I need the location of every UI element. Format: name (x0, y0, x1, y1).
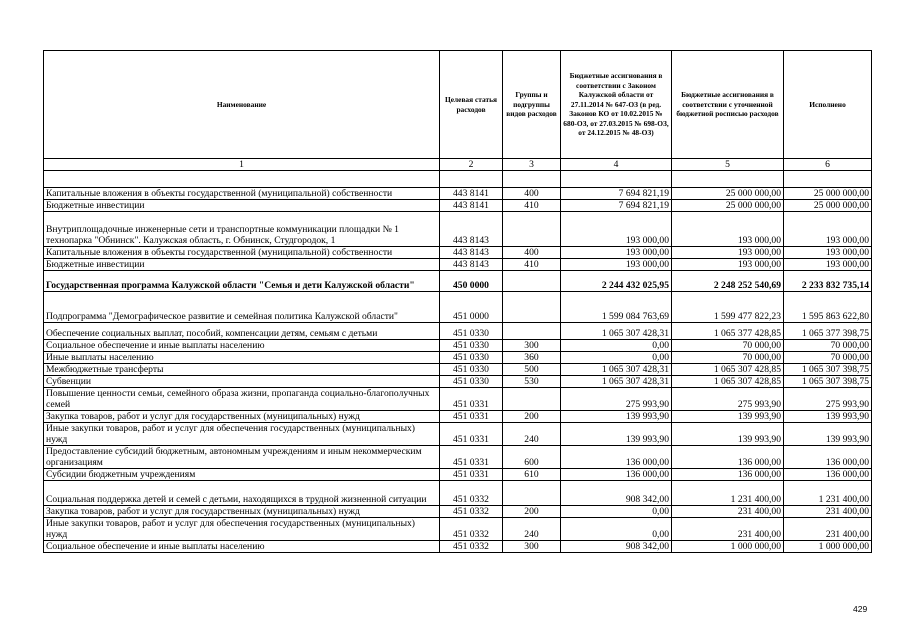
row-expense-group (503, 292, 561, 323)
row-executed: 70 000,00 (784, 352, 872, 364)
row-refined-allocation: 139 993,90 (672, 411, 784, 423)
row-law-allocation: 908 342,00 (561, 541, 672, 553)
row-expense-group (503, 271, 561, 292)
row-expense-group: 200 (503, 411, 561, 423)
row-executed: 1 595 863 622,80 (784, 292, 872, 323)
header-executed: Исполнено (784, 51, 872, 159)
row-name: Закупка товаров, работ и услуг для государственных (муниципальных) нужд (44, 506, 440, 518)
row-law-allocation: 193 000,00 (561, 247, 672, 259)
row-target-article: 450 0000 (440, 271, 503, 292)
spacer-row (44, 171, 872, 188)
table-row (44, 364, 872, 376)
row-expense-group: 300 (503, 340, 561, 352)
table-row (44, 340, 872, 352)
row-name: Межбюджетные трансферты (44, 364, 440, 376)
table-row (44, 247, 872, 259)
row-law-allocation: 139 993,90 (561, 423, 672, 446)
row-name: Закупка товаров, работ и услуг для государственных (муниципальных) нужд (44, 411, 440, 423)
row-expense-group: 200 (503, 506, 561, 518)
column-number: 4 (561, 159, 672, 171)
row-refined-allocation: 231 400,00 (672, 518, 784, 541)
row-law-allocation: 0,00 (561, 352, 672, 364)
row-executed: 139 993,90 (784, 411, 872, 423)
column-number-row (44, 159, 872, 171)
row-law-allocation: 7 694 821,19 (561, 200, 672, 212)
row-law-allocation: 1 065 307 428,31 (561, 364, 672, 376)
row-refined-allocation: 2 248 252 540,69 (672, 271, 784, 292)
row-name: Бюджетные инвестиции (44, 259, 440, 271)
row-target-article: 443 8143 (440, 259, 503, 271)
row-refined-allocation: 25 000 000,00 (672, 188, 784, 200)
page-number: 429 (853, 604, 868, 614)
header-expense-group: Группы и подгруппы видов расходов (503, 51, 561, 159)
row-refined-allocation: 70 000,00 (672, 352, 784, 364)
row-name: Государственная программа Калужской области "Семья и дети Калужской области" (44, 271, 440, 292)
header-target-article: Целевая статья расходов (440, 51, 503, 159)
table-row (44, 423, 872, 446)
row-law-allocation: 193 000,00 (561, 212, 672, 247)
table-row (44, 271, 872, 292)
row-expense-group: 600 (503, 446, 561, 469)
row-law-allocation: 1 065 307 428,31 (561, 376, 672, 388)
row-expense-group: 410 (503, 200, 561, 212)
row-law-allocation: 0,00 (561, 518, 672, 541)
column-number: 6 (784, 159, 872, 171)
header-row (44, 51, 872, 159)
row-expense-group (503, 212, 561, 247)
row-name: Повышение ценности семьи, семейного образа жизни, пропаганда социально-благополучных семей (44, 388, 440, 411)
row-law-allocation: 1 065 307 428,31 (561, 323, 672, 340)
row-executed: 25 000 000,00 (784, 200, 872, 212)
header-name: Наименование (44, 51, 440, 159)
row-executed: 25 000 000,00 (784, 188, 872, 200)
row-refined-allocation: 1 065 307 428,85 (672, 364, 784, 376)
row-executed: 1 231 400,00 (784, 481, 872, 506)
row-target-article: 451 0000 (440, 292, 503, 323)
row-name: Предоставление субсидий бюджетным, автономным учреждениям и иным некоммерческим организациям (44, 446, 440, 469)
row-name: Социальное обеспечение и иные выплаты населению (44, 340, 440, 352)
row-executed: 136 000,00 (784, 469, 872, 481)
row-target-article: 451 0330 (440, 376, 503, 388)
row-target-article: 451 0332 (440, 481, 503, 506)
row-name: Капитальные вложения в объекты государственной (муниципальной) собственности (44, 247, 440, 259)
table-row (44, 481, 872, 506)
table-row (44, 376, 872, 388)
row-law-allocation: 7 694 821,19 (561, 188, 672, 200)
row-target-article: 451 0330 (440, 352, 503, 364)
row-refined-allocation: 193 000,00 (672, 247, 784, 259)
row-law-allocation: 908 342,00 (561, 481, 672, 506)
row-refined-allocation: 1 000 000,00 (672, 541, 784, 553)
row-refined-allocation: 70 000,00 (672, 340, 784, 352)
row-target-article: 451 0330 (440, 340, 503, 352)
row-expense-group: 530 (503, 376, 561, 388)
row-name: Социальное обеспечение и иные выплаты населению (44, 541, 440, 553)
table-row (44, 469, 872, 481)
row-name: Обеспечение социальных выплат, пособий, компенсации детям, семьям с детьми (44, 323, 440, 340)
row-expense-group: 610 (503, 469, 561, 481)
row-expense-group: 240 (503, 423, 561, 446)
row-target-article: 443 8143 (440, 212, 503, 247)
row-expense-group: 240 (503, 518, 561, 541)
table-row (44, 446, 872, 469)
table-row (44, 188, 872, 200)
row-law-allocation: 1 599 084 763,69 (561, 292, 672, 323)
row-law-allocation: 2 244 432 025,95 (561, 271, 672, 292)
row-executed: 193 000,00 (784, 247, 872, 259)
row-target-article: 451 0332 (440, 506, 503, 518)
row-name: Субвенции (44, 376, 440, 388)
header-law-allocations: Бюджетные ассигнования в соответствии с Законом Калужской области от 27.11.2014 № 647-ОЗ (в ред. Законов КО от 10.02.2015 № 680-ОЗ, от 27.03.2015 № 698-ОЗ, от 24.12.2015 № 48-ОЗ) (561, 51, 672, 159)
row-executed: 275 993,90 (784, 388, 872, 411)
table-row (44, 388, 872, 411)
row-refined-allocation: 275 993,90 (672, 388, 784, 411)
row-law-allocation: 136 000,00 (561, 469, 672, 481)
table-row (44, 212, 872, 247)
row-target-article: 451 0331 (440, 423, 503, 446)
row-name: Подпрограмма "Демографическое развитие и семейная политика Калужской области" (44, 292, 440, 323)
table-row (44, 200, 872, 212)
row-executed: 193 000,00 (784, 212, 872, 247)
column-number: 2 (440, 159, 503, 171)
row-expense-group (503, 481, 561, 506)
row-executed: 139 993,90 (784, 423, 872, 446)
budget-table (43, 50, 872, 553)
row-target-article: 451 0330 (440, 323, 503, 340)
row-target-article: 451 0331 (440, 411, 503, 423)
row-name: Иные выплаты населению (44, 352, 440, 364)
row-executed: 70 000,00 (784, 340, 872, 352)
row-executed: 1 065 307 398,75 (784, 364, 872, 376)
row-expense-group: 400 (503, 247, 561, 259)
row-refined-allocation: 193 000,00 (672, 212, 784, 247)
row-name: Субсидии бюджетным учреждениям (44, 469, 440, 481)
row-expense-group (503, 388, 561, 411)
row-law-allocation: 136 000,00 (561, 446, 672, 469)
row-law-allocation: 0,00 (561, 340, 672, 352)
table-row (44, 292, 872, 323)
row-target-article: 451 0332 (440, 518, 503, 541)
row-expense-group: 400 (503, 188, 561, 200)
row-refined-allocation: 1 065 307 428,85 (672, 376, 784, 388)
row-refined-allocation: 231 400,00 (672, 506, 784, 518)
row-refined-allocation: 25 000 000,00 (672, 200, 784, 212)
row-refined-allocation: 139 993,90 (672, 423, 784, 446)
row-target-article: 443 8141 (440, 200, 503, 212)
row-executed: 193 000,00 (784, 259, 872, 271)
row-name: Иные закупки товаров, работ и услуг для обеспечения государственных (муниципальных) нужд (44, 423, 440, 446)
table-row (44, 352, 872, 364)
row-executed: 1 000 000,00 (784, 541, 872, 553)
row-name: Бюджетные инвестиции (44, 200, 440, 212)
row-executed: 2 233 832 735,14 (784, 271, 872, 292)
row-refined-allocation: 193 000,00 (672, 259, 784, 271)
column-number: 3 (503, 159, 561, 171)
row-expense-group: 300 (503, 541, 561, 553)
row-target-article: 451 0330 (440, 364, 503, 376)
row-law-allocation: 0,00 (561, 506, 672, 518)
row-executed: 1 065 377 398,75 (784, 323, 872, 340)
row-expense-group: 360 (503, 352, 561, 364)
row-refined-allocation: 136 000,00 (672, 446, 784, 469)
table-row (44, 323, 872, 340)
column-number: 1 (44, 159, 440, 171)
row-expense-group (503, 323, 561, 340)
row-expense-group: 410 (503, 259, 561, 271)
table-row (44, 518, 872, 541)
row-target-article: 451 0331 (440, 446, 503, 469)
table-row (44, 506, 872, 518)
row-refined-allocation: 136 000,00 (672, 469, 784, 481)
table-row (44, 411, 872, 423)
row-refined-allocation: 1 065 377 428,85 (672, 323, 784, 340)
row-refined-allocation: 1 599 477 822,23 (672, 292, 784, 323)
row-target-article: 443 8141 (440, 188, 503, 200)
row-target-article: 451 0331 (440, 469, 503, 481)
row-law-allocation: 193 000,00 (561, 259, 672, 271)
row-name: Социальная поддержка детей и семей с детьми, находящихся в трудной жизненной ситуации (44, 481, 440, 506)
row-executed: 231 400,00 (784, 506, 872, 518)
table-row (44, 259, 872, 271)
row-target-article: 451 0332 (440, 541, 503, 553)
row-name: Иные закупки товаров, работ и услуг для обеспечения государственных (муниципальных) нужд (44, 518, 440, 541)
row-name: Внутриплощадочные инженерные сети и транспортные коммуникации площадки № 1 технопарка "Обнинск". Калужская область, г. Обнинск, Студгородок, 1 (44, 212, 440, 247)
row-refined-allocation: 1 231 400,00 (672, 481, 784, 506)
row-expense-group: 500 (503, 364, 561, 376)
row-law-allocation: 275 993,90 (561, 388, 672, 411)
row-executed: 1 065 307 398,75 (784, 376, 872, 388)
table-row (44, 541, 872, 553)
header-refined-allocations: Бюджетные ассигнования в соответствии с уточненной бюджетной росписью расходов (672, 51, 784, 159)
row-name: Капитальные вложения в объекты государственной (муниципальной) собственности (44, 188, 440, 200)
row-law-allocation: 139 993,90 (561, 411, 672, 423)
row-target-article: 451 0331 (440, 388, 503, 411)
column-number: 5 (672, 159, 784, 171)
row-executed: 231 400,00 (784, 518, 872, 541)
row-executed: 136 000,00 (784, 446, 872, 469)
row-target-article: 443 8143 (440, 247, 503, 259)
